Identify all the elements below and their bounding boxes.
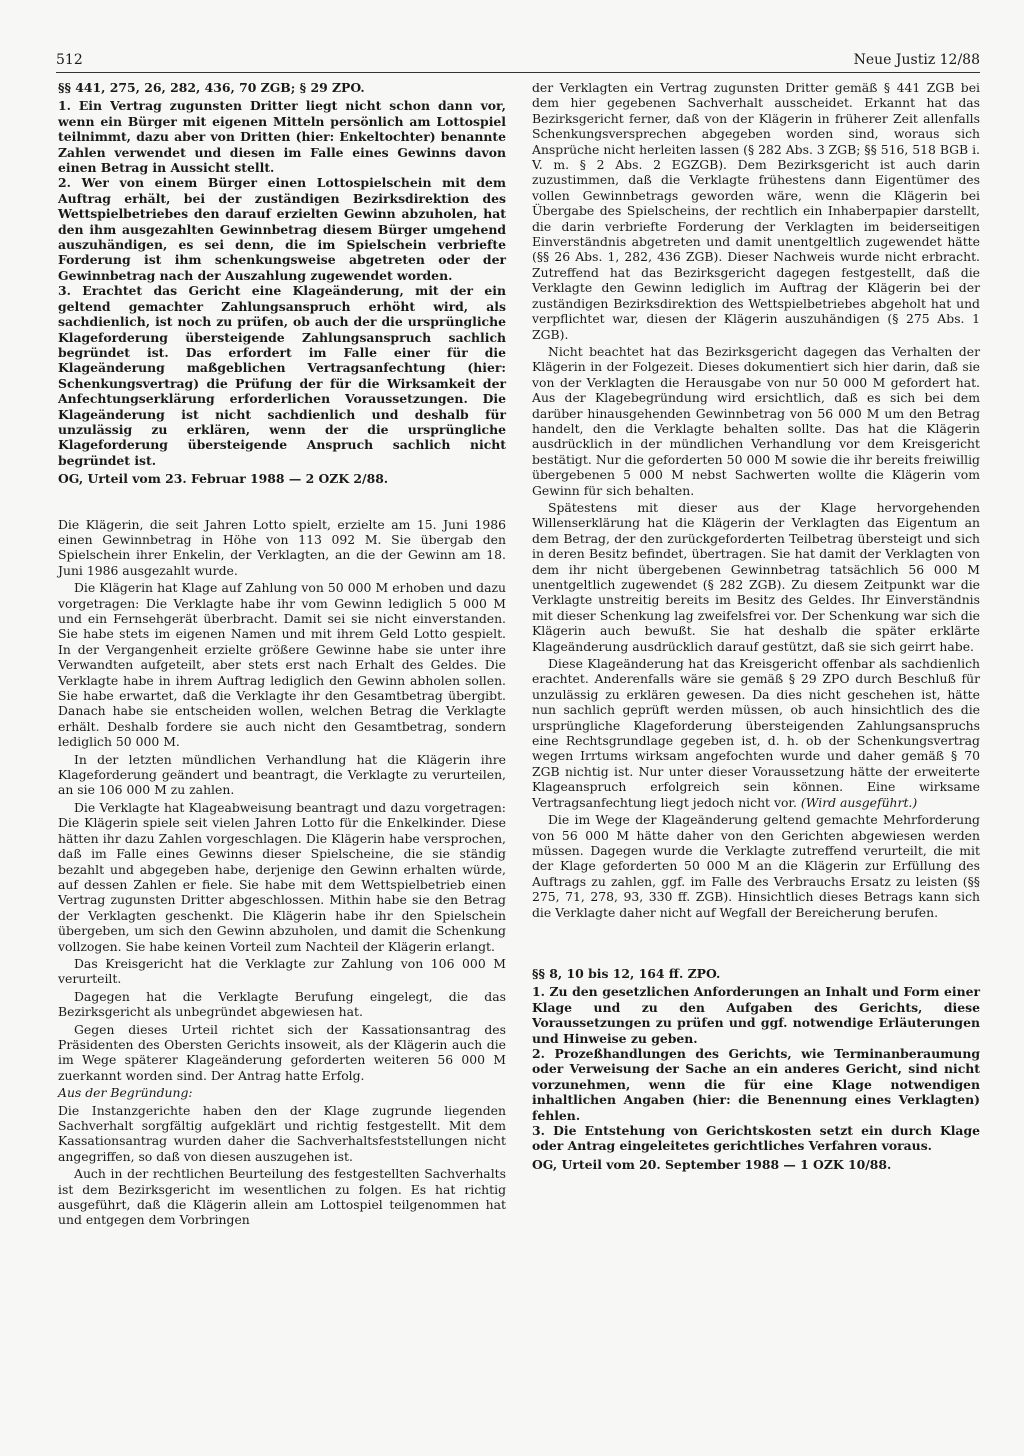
omission-note: (Wird ausgeführt.) — [800, 794, 918, 810]
case1-reasons-continued — [532, 80, 980, 920]
reasons-text: Diese Klageänderung hat das Kreisgericht offenbar als sachdienlich erachtet. Anderenfalls wäre sie gemäß § 29 ZPO durch Beschluß für unzulässig zu erklären gewesen. Da dies nicht geschehen ist, hätte nun sachlich geprüft werden müssen, ob auch hinsichtlich des die ursprüngliche Klageforderung übersteigenden Zahlungsanspruchs eine Rechtsgrundlage gegeben ist, d. h. ob der Schenkungsvertrag wegen Irrtums wirksam angefochten wurde und daher gemäß § 70 ZGB nichtig ist. Nur unter dieser Voraussetzung hätte der erweiterte Klageanspruch erfolgreich sein können. Eine wirksame Vertragsanfechtung liegt jedoch nicht vor. — [532, 656, 980, 810]
case1-facts — [58, 517, 506, 1228]
facts-paragraph: Die Klägerin, die seit Jahren Lotto spielt, erzielte am 15. Juni 1986 einen Gewinnbetrag in Höhe von 113 092 M. Sie übergab den Spielschein ihrer Enkelin, der Verklagten, an die der Gewinn am 18. Juni 1986 ausgezahlt wurde. — [58, 516, 506, 578]
case1-headnote-1: 1. Ein Vertrag zugunsten Dritter liegt nicht schon dann vor, wenn ein Bürger mit eigenen Mitteln persönlich am Lottospiel teilnimmt, dazu aber von Dritten (hier: Enkeltochter) benannte Zahlen verwendet und diesen im Falle eines Gewinns davon einen Betrag in Aussicht stellt. — [58, 98, 506, 176]
case2-headnote-2: 2. Prozeßhandlungen des Gerichts, wie Terminanberaumung oder Verweisung der Sache an ein anderes Gericht, sind nicht vorzunehmen, wenn die für eine Klage notwendigen inhaltlichen Angaben (hier: die Benennung eines Verklagten) fehlen. — [532, 1045, 980, 1123]
right-column — [532, 80, 980, 1172]
facts-paragraph: Dagegen hat die Verklagte Berufung eingelegt, die das Bezirksgericht als unbegründet abgewiesen hat. — [58, 988, 506, 1020]
reasons-heading: Aus der Begründung: — [58, 1085, 193, 1101]
case2-headnote-1: 1. Zu den gesetzlichen Anforderungen an Inhalt und Form einer Klage und zu den Aufgaben des Gerichts, diese Voraussetzungen zu prüfen und ggf. notwendige Erläuterungen und Hinweise zu geben. — [532, 984, 980, 1046]
facts-paragraph: Die Verklagte hat Klageabweisung beantragt und dazu vorgetragen: Die Klägerin spiele seit vielen Jahren Lotto für die Enkelkinder. Diese hätten ihr dazu Zahlen vorgeschlagen. Die Klägerin habe versprochen, daß im Falle eines Gewinns dieser Spielscheine, die sie ständig bezahlt und abgegeben habe, derjenige den Gewinn erhalten würde, auf dessen Zahlen er fiele. Sie habe mit dem Wettspielbetrieb einen Vertrag zugunsten Dritter abgeschlossen. Mithin habe sie den Betrag der Verklagten geschenkt. Die Klägerin habe ihr den Spielschein übergeben, um sich den Gewinn abzuholen, und damit die Schenkung vollzogen. Sie habe keinen Vorteil zum Nachteil der Klägerin erlangt. — [58, 799, 506, 954]
case2-headnote-3: 3. Die Entstehung von Gerichtskosten setzt ein durch Klage oder Antrag eingeleitetes gerichtliches Verfahren voraus. — [532, 1123, 980, 1154]
journal-issue: Neue Justiz 12/88 — [853, 52, 980, 68]
reasons-paragraph: der Verklagten ein Vertrag zugunsten Dritter gemäß § 441 ZGB bei dem hier gegebenen Sachverhalt ausscheidet. Erkannt hat das Bezirksgericht ferner, daß von der Klägerin in früherer Zeit allenfalls Schenkungsversprechen abgegeben worden sind, woraus sich Ansprüche nicht herleiten lassen (§ 282 Abs. 3 ZGB; §§ 516, 518 BGB i. V. m. § 2 Abs. 2 EGZGB). Dem Bezirksgericht ist auch darin zuzustimmen, daß die Verklagte frühestens dann Eigentümer des vollen Gewinnbetrags geworden wäre, wenn die Klägerin bei Übergabe des Spielscheins, der rechtlich ein Inhaberpapier darstellt, die darin verbriefte Forderung der Verklagten im beiderseitigen Einverständnis abgetreten und damit unentgeltlich zugewendet hätte (§§ 26 Abs. 1, 282, 436 ZGB). Dieser Nachweis wurde nicht erbracht. Zutreffend hat das Bezirksgericht dagegen festgestellt, daß die Verklagte den Gewinn lediglich im Auftrag der Klägerin bei der zuständigen Bezirksdirektion des Wettspielbetriebes abgeholt hat und verpflichtet war, diesen der Klägerin auszuhändigen (§ 275 Abs. 1 ZGB). — [532, 80, 980, 342]
case1-headnote-2: 2. Wer von einem Bürger einen Lottospielschein mit dem Auftrag erhält, bei der zuständigen Bezirksdirektion des Wettspielbetriebes den darauf erzielten Gewinn abzuholen, hat den ihm ausgezahlten Gewinnbetrag diesem Bürger umgehend auszuhändigen, es sei denn, die im Spielschein verbriefte Forderung ist ihm schenkungsweise abgetreten oder der Gewinnbetrag nach der Auszahlung zugewendet worden. — [58, 175, 506, 283]
facts-paragraph: Die Klägerin hat Klage auf Zahlung von 50 000 M erhoben und dazu vorgetragen: Die Verklagte habe ihr vom Gewinn lediglich 5 000 M und ein Fernsehgerät überbracht. Damit sei sie nicht einverstanden. Sie habe stets im eigenen Namen und mit ihrem Geld Lotto gespielt. In der Vergangenheit erzielte größere Gewinne habe sie unter ihre Verwandten aufgeteilt, aber stets erst nach Erhalt des Geldes. Die Verklagte habe in ihrem Auftrag lediglich den Gewinn abholen sollen. Sie habe erwartet, daß die Verklagte ihr den Gesamtbetrag übergibt. Danach habe sie entscheiden wollen, welchen Betrag die Verklagte erhält. Deshalb fordere sie auch nicht den Gesamtbetrag, sondern lediglich 50 000 M. — [58, 580, 506, 750]
facts-paragraph: In der letzten mündlichen Verhandlung hat die Klägerin ihre Klageforderung geändert und beantragt, die Verklagte zu verurteilen, an sie 106 000 M zu zahlen. — [58, 751, 506, 798]
reasons-paragraph-with-ellipsis — [532, 656, 980, 810]
reasons-paragraph: Die Instanzgerichte haben den der Klage zugrunde liegenden Sachverhalt sorgfältig aufgeklärt und richtig festgestellt. Mit dem Kassationsantrag wurden daher die Sachverhaltsfeststellungen nicht angegriffen, so daß von diesen auszugehen ist. — [58, 1102, 506, 1164]
page-number: 512 — [56, 52, 83, 68]
case1-citation: OG, Urteil vom 23. Februar 1988 — 2 OZK 2/88. — [58, 471, 389, 487]
reasons-paragraph: Nicht beachtet hat das Bezirksgericht dagegen das Verhalten der Klägerin in der Folgezeit. Dieses dokumentiert sich hier darin, daß sie von der Verklagten die Herausgabe von nur 50 000 M gefordert hat. Aus der Klagebegründung wird ersichtlich, daß es sich bei dem darüber hinausgehenden Gewinnbetrag von 56 000 M um den Betrag handelt, den die Verklagte behalten sollte. Das hat die Klägerin ausdrücklich in der mündlichen Verhandlung vor dem Kreisgericht bestätigt. Nur die geforderten 50 000 M sowie die ihr bereits freiwillig übergebenen 5 000 M nebst Sachwerten wollte die Klägerin vom Gewinn für sich behalten. — [532, 343, 980, 498]
case1-headnote-3: 3. Erachtet das Gericht eine Klageänderung, mit der ein geltend gemachter Zahlungsanspruch erhöht wird, als sachdienlich, ist noch zu prüfen, ob auch der die ursprüngliche Klageforderung übersteigende Zahlungsanspruch sachlich begründet ist. Das erfordert im Falle einer für die Klageänderung maßgeblichen Vertragsanfechtung (hier: Schenkungsvertrag) die Prüfung der für die Wirksamkeit der Anfechtungserklärung erforderlichen Voraussetzungen. Die Klageänderung ist nicht sachdienlich und deshalb für unzulässig zu erklären, wenn der die ursprüngliche Klageforderung übersteigende Anspruch sachlich nicht begründet ist. — [58, 283, 506, 468]
case2-norms: §§ 8, 10 bis 12, 164 ff. ZPO. — [532, 965, 721, 981]
case2-headnotes — [532, 966, 980, 1172]
case2-citation: OG, Urteil vom 20. September 1988 — 1 OZK 10/88. — [532, 1156, 892, 1172]
facts-paragraph: Das Kreisgericht hat die Verklagte zur Zahlung von 106 000 M verurteilt. — [58, 955, 506, 987]
reasons-paragraph: Die im Wege der Klageänderung geltend gemachte Mehrforderung von 56 000 M hätte daher von den Gerichten abgewiesen werden müssen. Dagegen wurde die Verklagte zutreffend verurteilt, die mit der Klage geforderten 50 000 M an die Klägerin zur Erfüllung des Auftrags zu zahlen, ggf. im Falle des Verbrauchs Ersatz zu leisten (§§ 275, 71, 278, 93, 330 ff. ZGB). Hinsichtlich dieses Betrags kann sich die Verklagte daher nicht auf Wegfall der Bereicherung berufen. — [532, 812, 980, 920]
reasons-paragraph: Spätestens mit dieser aus der Klage hervorgehenden Willenserklärung hat die Klägerin der Verklagten das Eigentum an dem Betrag, der den zurückgeforderten Teilbetrag übersteigt und sich in deren Besitz befindet, übertragen. Sie hat damit der Verklagten von dem ihr nicht übergebenen Gewinnbetrag tatsächlich 56 000 M unentgeltlich zugewendet (§ 282 ZGB). Zu diesem Zeitpunkt war die Verklagte unstreitig bereits im Besitz des Geldes. Ihr Einverständnis mit dieser Schenkung lag zweifelsfrei vor. Der Schenkung war sich die Klägerin auch bewußt. Sie hat deshalb die später erklärte Klageänderung ausdrücklich darauf gestützt, daß sie sich geirrt habe. — [532, 499, 980, 654]
case1-headnotes — [58, 80, 506, 487]
page-header — [56, 50, 980, 73]
case1-norms: §§ 441, 275, 26, 282, 436, 70 ZGB; § 29 ZPO. — [58, 80, 365, 95]
facts-paragraph: Gegen dieses Urteil richtet sich der Kassationsantrag des Präsidenten des Obersten Gerichts insoweit, als der Klägerin auch die im Wege späterer Klageänderung geforderten weiteren 56 000 M zuerkannt worden sind. Der Antrag hatte Erfolg. — [58, 1021, 506, 1083]
left-column — [58, 80, 506, 1230]
reasons-paragraph: Auch in der rechtlichen Beurteilung des festgestellten Sachverhalts ist dem Bezirksgericht im wesentlichen zu folgen. Es hat richtig ausgeführt, daß die Klägerin allein am Lottospiel teilgenommen hat und entgegen dem Vorbringen — [58, 1166, 506, 1228]
